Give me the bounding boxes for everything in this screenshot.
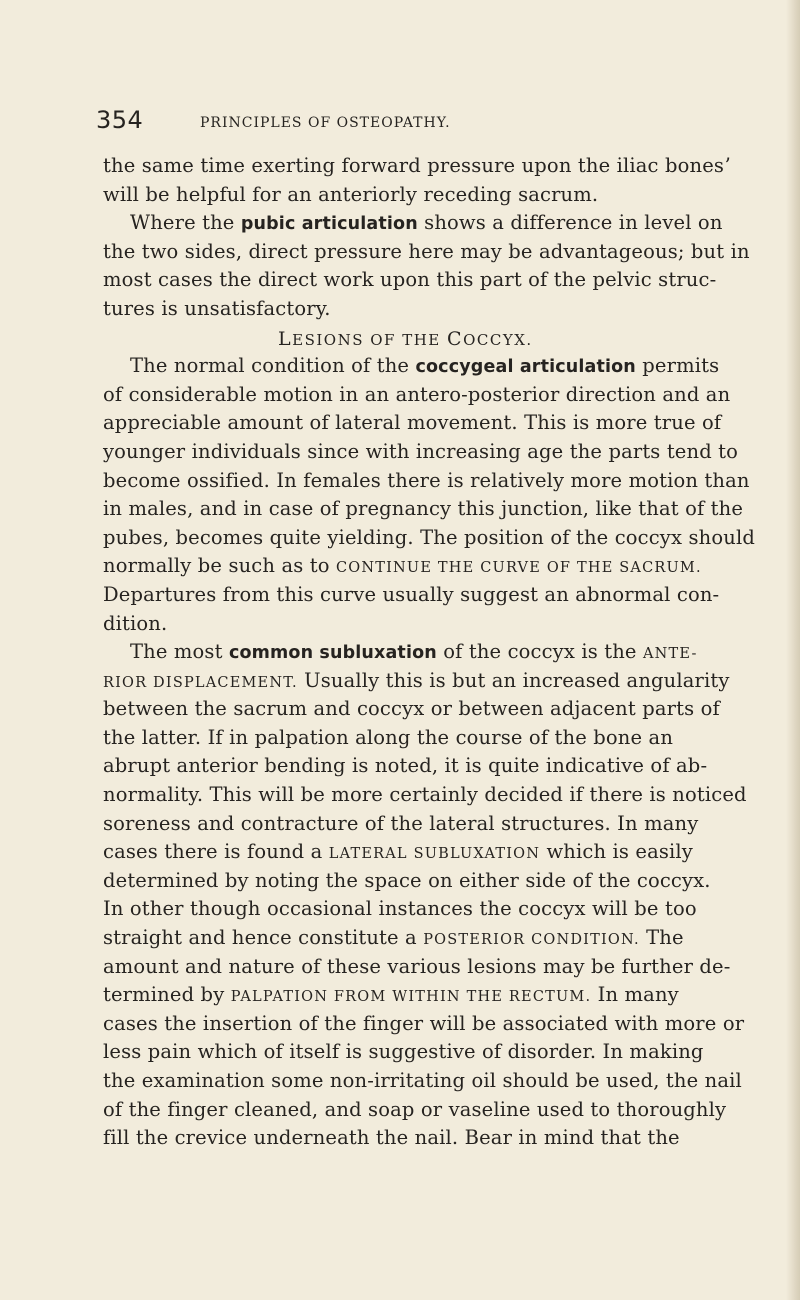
text-run: The <box>639 926 684 950</box>
text-line: soreness and contracture of the lateral structures. In many <box>103 811 699 835</box>
text-run: of the coccyx is the <box>436 640 643 664</box>
text-line: abrupt anterior bending is noted, it is quite indicative of ab- <box>103 754 708 778</box>
text-run: Usually this is but an increased angularity <box>297 668 730 692</box>
small-caps-term: RIOR DISPLACEMENT. <box>103 674 298 691</box>
text-line: In other though occasional instances the coccyx will be too <box>103 897 697 921</box>
text-line: younger individuals since with increasing age the parts tend to <box>103 439 739 463</box>
text-line: in males, and in case of pregnancy this junction, like that of the <box>103 497 744 521</box>
text-line <box>103 667 793 696</box>
text-line: the latter. If in palpation along the course of the bone an <box>103 725 674 749</box>
heading-initial: C <box>447 327 464 350</box>
text-line: pubes, becomes quite yielding. The position of the coccyx should <box>103 525 755 549</box>
text-line: fill the crevice underneath the nail. Bear in mind that the <box>103 1126 680 1150</box>
page-header <box>96 106 718 138</box>
small-caps-term: CONTINUE THE CURVE OF THE SACRUM. <box>335 560 702 577</box>
heading-word: OCCYX. <box>463 330 533 349</box>
text-run: which is easily <box>540 840 693 864</box>
text-run: normally be such as to <box>103 554 336 578</box>
text-line: the two sides, direct pressure here may be advantageous; but in <box>103 239 750 263</box>
text-run: In many <box>591 983 679 1007</box>
heading-word: ESIONS OF THE <box>292 330 448 349</box>
text-line: Departures from this curve usually suggest an abnormal con- <box>103 582 720 606</box>
text-line <box>103 924 793 953</box>
heading-initial: L <box>278 327 293 350</box>
text-line: dition. <box>103 611 168 635</box>
text-line <box>103 209 793 238</box>
bold-term: coccygeal articulation <box>415 357 636 378</box>
small-caps-term: ANTE- <box>642 646 698 663</box>
bold-term: pubic articulation <box>240 214 418 235</box>
text-line: tures is unsatisfactory. <box>103 296 331 320</box>
text-line: the examination some non-irritating oil should be used, the nail <box>103 1069 742 1092</box>
text-run: termined by <box>103 983 231 1007</box>
page-number: 354 <box>96 106 144 134</box>
text-line: of considerable motion in an antero-posterior direction and an <box>103 382 731 406</box>
text-run: straight and hence constitute a <box>103 926 424 950</box>
small-caps-term: PALPATION FROM WITHIN THE RECTUM. <box>230 989 592 1006</box>
text-line: determined by noting the space on either side of the coccyx. <box>103 868 711 892</box>
text-run: cases there is found a <box>103 840 329 864</box>
text-line: become ossified. In females there is relatively more motion than <box>103 468 750 492</box>
text-line <box>103 638 793 667</box>
running-head: PRINCIPLES OF OSTEOPATHY. <box>200 115 451 131</box>
text-run: The most <box>130 640 229 664</box>
text-run: The normal condition of the <box>130 354 416 378</box>
small-caps-term: LATERAL SUBLUXATION <box>328 846 541 863</box>
text-line <box>103 352 793 381</box>
text-line: the same time exerting forward pressure upon the iliac bonesʼ <box>103 154 731 177</box>
text-line: cases the insertion of the finger will be associated with more or <box>103 1011 745 1035</box>
text-line: will be helpful for an anteriorly receding sacrum. <box>103 182 599 206</box>
text-line: less pain which of itself is suggestive of disorder. In making <box>103 1040 704 1064</box>
text-line <box>103 838 793 867</box>
section-heading <box>103 324 793 353</box>
text-line: most cases the direct work upon this part of the pelvic struc- <box>103 268 717 292</box>
text-line <box>103 552 793 581</box>
text-line: of the finger cleaned, and soap or vaseline used to thoroughly <box>103 1097 727 1121</box>
body-text <box>103 152 793 1153</box>
text-line: normality. This will be more certainly decided if there is noticed <box>103 783 747 807</box>
text-line: amount and nature of these various lesions may be further de- <box>103 954 731 978</box>
text-line <box>103 981 793 1010</box>
text-run: permits <box>635 354 720 378</box>
bold-term: common subluxation <box>228 643 437 664</box>
text-line: appreciable amount of lateral movement. This is more true of <box>103 411 722 435</box>
small-caps-term: POSTERIOR CONDITION. <box>423 932 640 949</box>
text-line: between the sacrum and coccyx or between adjacent parts of <box>103 697 720 721</box>
text-run: Where the <box>130 211 241 235</box>
text-run: shows a difference in level on <box>417 211 723 235</box>
